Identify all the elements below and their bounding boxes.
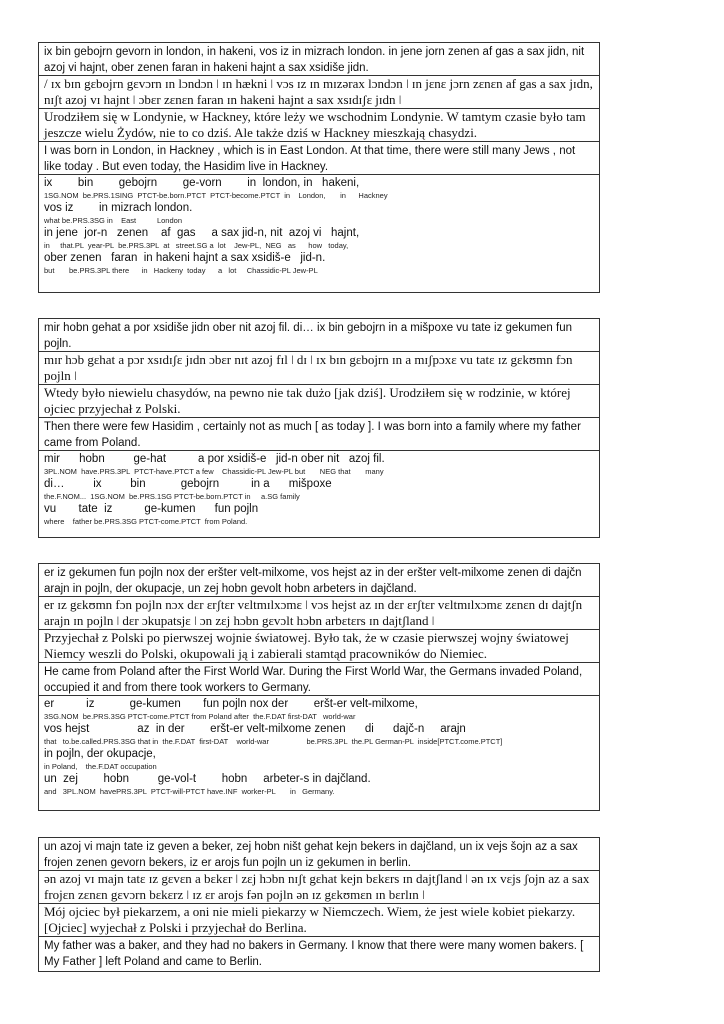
gloss-tags: the.F.NOM... 1SG.NOM be.PRS.1SG PTCT-be.born.PTCT in a.SG family <box>44 492 300 501</box>
english-translation: My father was a baker, and they had no bakers in Germany. I know that there were many women bakers. [ My Father ] left Poland and came to Berlin. <box>44 940 584 968</box>
transcription-line: ix bin gebojrn gevorn in london, in hakeni, vos iz in mizrach london. in jene jorn zenen af gas a sax jidn, nit azoj vi hajnt, ober zenen faran in hakeni hajnt a sax xsidiše jidn. <box>39 43 599 76</box>
gloss-tags: but be.PRS.3PL there in Hackeny today a lot Chassidic-PL Jew-PL <box>44 266 318 275</box>
gloss-block-2 <box>38 318 600 538</box>
interlinear-gloss <box>39 451 599 537</box>
gloss-tags: what be.PRS.3SG in East London <box>44 216 182 225</box>
gloss-words: ix bin gebojrn ge-vorn in london, in hakeni, <box>44 177 360 189</box>
gloss-tags: 3SG.NOM be.PRS.3SG PTCT-come.PTCT from Poland after the.F.DAT first-DAT world-war <box>44 712 356 721</box>
gloss-tags: that to.be.called.PRS.3SG that in the.F.DAT first-DAT world-war be.PRS.3PL the.PL German-PL inside[PTCT.come.PTCT] <box>44 737 503 746</box>
gloss-tags: 1SG.NOM be.PRS.1SING PTCT-be.born.PTCT PTCT-become.PTCT in London, in Hackney <box>44 191 388 200</box>
gloss-tags: in that.PL year-PL be.PRS.3PL at street.SG a lot Jew-PL, NEG as how today, <box>44 241 349 250</box>
ipa-line: er ɪz gɛkʊmn fɔn pojln nɔx dɛr ɛrʃtɛr vɛltmɪlxɔmɛ ǀ vɔs hejst az ɪn dɛr ɛrʃtɛr vɛltmɪlxɔmɛ zɛnɛn dɪ dajtʃn arajn ɪn pojln ǀ dɛr ɔkupatsjɛ ǀ ɔn zɛj hɔbn gɛvɔlt hɔbn arbɛtɛrs ɪn dajtʃland ǀ <box>39 597 599 630</box>
transcription-line: er iz gekumen fun pojln nox der eršter velt-milxome, vos hejst az in der eršter velt-milxome zenen di dajčn arajn in pojln, der okupacje, un zej hobn gevolt hobn arbeters in dajčland. <box>39 564 599 597</box>
interlinear-gloss <box>39 696 599 810</box>
gloss-words: mir hobn ge-hat a por xsidiš-e jid-n ober nit azoj fil. <box>44 453 385 465</box>
ipa-line: mɪr hɔb gɛhat a pɔr xsɪdɪʃɛ jɪdn ɔbɛr nɪt azoj fɪl ǀ dɪ ǀ ɪx bɪn gɛbojrn ɪn a mɪʃpɔxɛ vu tatɛ ɪz gɛkʊmn fɔn pojln ǀ <box>39 352 599 385</box>
polish-translation: Wtedy było niewielu chasydów, na pewno nie tak dużo [jak dziś]. Urodziłem się w rodzinie, w której ojciec przyjechał z Polski. <box>39 385 599 418</box>
gloss-tags: in Poland, the.F.DAT occupation <box>44 762 157 771</box>
gloss-block-1 <box>38 42 600 293</box>
polish-translation: Przyjechał z Polski po pierwszej wojnie światowej. Było tak, że w czasie pierwszej wojny światowej Niemcy weszli do Polski, okupowali ją i zabierali stamtąd pracowników do Niemiec. <box>39 630 599 663</box>
gloss-words: vos iz in mizrach london. <box>44 202 193 214</box>
polish-translation: Mój ojciec był piekarzem, a oni nie mieli piekarzy w Niemczech. Wiem, że jest wiele kobiet piekarzy. [Ojciec] wyjechał z Polski i przyjechał do Berlina. <box>39 904 599 937</box>
english-translation: He came from Poland after the First World War. During the First World War, the Germans invaded Poland, occupied it and from there took workers to Germany. <box>39 663 599 696</box>
polish-translation: Urodziłem się w Londynie, w Hackney, które leży we wschodnim Londynie. W tamtym czasie było tam jeszcze wielu Żydów, nie to co dziś. Ale także dziś w Hackney mieszkają chasydzi. <box>39 109 599 142</box>
ipa-line: ən azoj vɪ majn tatɛ ɪz gɛvɛn a bɛkɛr ǀ zɛj hɔbn nɪʃt gɛhat kejn bɛkɛrs ɪn dajtʃland ǀ ən ɪx vɛjs ʃojn az a sax frojɛn zɛnɛn gɛvɔrn bɛkɛrz ǀ ɪz ɛr arojs fən pojln ən ɪz gɛkʊmɛn ɪn bɛrlɪn ǀ <box>39 871 599 904</box>
gloss-tags: and 3PL.NOM havePRS.3PL PTCT-will-PTCT have.INF worker-PL in Germany. <box>44 787 335 796</box>
gloss-words: di… ix bin gebojrn in a mišpoxe <box>44 478 332 490</box>
gloss-tags: 3PL.NOM have.PRS.3PL PTCT-have.PTCT a few Chassidic-PL Jew-PL but NEG that many <box>44 467 384 476</box>
english-translation: I was born in London, in Hackney , which is in East London. At that time, there were still many Jews , not like today . But even today, the Hasidim live in Hackney. <box>39 142 599 175</box>
gloss-words: in pojln, der okupacje, <box>44 748 156 760</box>
gloss-words: ober zenen faran in hakeni hajnt a sax xsidiš-e jid-n. <box>44 252 326 264</box>
gloss-words: er iz ge-kumen fun pojln nox der eršt-er velt-milxome, <box>44 698 418 710</box>
english-translation: Then there were few Hasidim , certainly not as much [ as today ]. I was born into a family where my father came from Poland. <box>39 418 599 451</box>
ipa-line: / ɪx bɪn gɛbojrn gɛvɔrn ɪn lɔndɔn ǀ ɪn hækni ǀ vɔs ɪz ɪn mɪzərax lɔndɔn ǀ ɪn jɛnɛ jɔrn zɛnɛn af gas a sax jɪdn, nɪʃt azoj vɪ hajnt ǀ ɔbɛr zɛnɛn faran ɪn hakeni hajnt a sax xsɪdɪʃɛ jɪdn ǀ <box>39 76 599 109</box>
transcription-line: mir hobn gehat a por xsidiše jidn ober nit azoj fil. di… ix bin gebojrn in a mišpoxe vu tate iz gekumen fun pojln. <box>39 319 599 352</box>
gloss-words: vos hejst az in der eršt-er velt-milxome zenen di dajč-n arajn <box>44 723 466 735</box>
gloss-words: in jene jor-n zenen af gas a sax jid-n, nit azoj vi hajnt, <box>44 227 360 239</box>
transcription-line: un azoj vi majn tate iz geven a beker, zej hobn ništ gehat kejn bekers in dajčland, un ix vejs šojn az a sax frojen zenen gevorn bekers, iz er arojs fun pojln un iz gekumen in berlin. <box>39 838 599 871</box>
gloss-words: un zej hobn ge-vol-t hobn arbeter-s in dajčland. <box>44 773 371 785</box>
gloss-tags: where father be.PRS.3SG PTCT-come.PTCT from Poland. <box>44 517 248 526</box>
gloss-block-4 <box>38 837 600 972</box>
interlinear-gloss <box>39 175 599 292</box>
gloss-words: vu tate iz ge-kumen fun pojln <box>44 503 259 515</box>
gloss-block-3 <box>38 563 600 811</box>
